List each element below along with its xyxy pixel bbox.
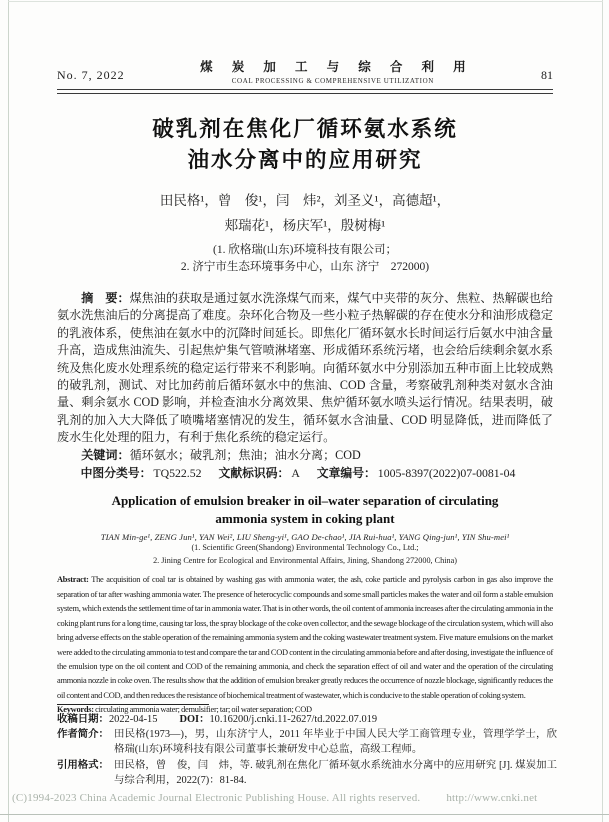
journal-title-cn: 煤 炭 加 工 与 综 合 利 用	[200, 60, 474, 74]
article-id-pair	[317, 466, 516, 480]
authors-cn-line2: 郏瑞花¹，杨庆军¹，殷树梅¹	[224, 218, 386, 233]
footnote-block	[57, 712, 557, 788]
doi-label: DOI：	[179, 714, 210, 725]
abstract-cn-text: 煤焦油的获取是通过氨水洗涤煤气而来，煤气中夹带的灰分、焦粒、热解碳也给氨水洗焦油后的分离提高了难度。杂环化合物及一些小粒子热解碳的存在使水分和油形成稳定的乳液体系，使焦油在氨水中的沉降时间延长。即焦化厂循环氨水长时间运行后氨水中油含量升高，造成焦油流失、引起焦炉集气管喷淋堵塞、形成循环系统污堵，也会给后续剩余氨水系统及焦化废水处理系统的稳定运行带来不利影响。向循环氨水中分别添加五种市面上比较成熟的破乳剂，测试、对比加药前后循环氨水中的焦油、COD 含量，考察破乳剂种类对氨水含油量、剩余氨水 COD 影响，并检查油水分离效果、焦炉循环氨水喷头运行情况。结果表明，破乳剂的加入大大降低了喷嘴堵塞情况的发生，循环氨水含油量、COD 明显降低，进而降低了废水生化处理的阻力，有利于焦化系统的稳定运行。	[57, 291, 553, 445]
article-title-cn-line1: 破乳剂在焦化厂循环氨水系统	[152, 117, 458, 141]
abstract-cn-paragraph	[57, 290, 553, 447]
doc-code-label: 文献标识码：	[218, 466, 290, 481]
clc-pair	[81, 466, 202, 480]
authors-cn	[57, 188, 553, 238]
page-edge-right	[602, 0, 603, 822]
article-title-en	[57, 492, 553, 528]
received-date-value: 2022-04-15	[108, 714, 158, 725]
abstract-cn-block	[57, 290, 553, 482]
copyright-notice	[12, 792, 602, 804]
abstract-cn-label: 摘 要：	[81, 291, 130, 305]
clc-value: TQ522.52	[153, 466, 202, 481]
affiliation-en-line1: (1. Scientific Green(Shandong) Environmental Technology Co., Ltd.;	[191, 543, 419, 553]
affiliation-cn-line2: 2. 济宁市生态环境事务中心，山东 济宁 272000)	[180, 261, 430, 273]
issue-number: No. 7, 2022	[57, 68, 125, 82]
article-title-cn	[57, 114, 553, 176]
journal-title-en: COAL PROCESSING & COMPREHENSIVE UTILIZATION	[231, 77, 434, 85]
running-header	[57, 57, 553, 85]
clc-label: 中图分类号：	[80, 466, 152, 481]
author-bio-value: 田民格(1973—)，男，山东济宁人，2011 年毕业于中国人民大学工商管理专业，管理学学士，欣格瑞(山东)环境科技有限公司董事长兼研发中心总监，高级工程师。	[114, 729, 557, 756]
page-content	[57, 57, 553, 718]
doi-group	[179, 714, 377, 725]
article-title-en-line2: ammonia system in coking plant	[215, 511, 395, 527]
received-date-label: 收稿日期：	[57, 714, 109, 725]
authors-cn-line1: 田民格¹，曾 俊¹，闫 炜²，刘圣义¹，高德超¹，	[159, 193, 451, 208]
article-meta-line	[57, 465, 553, 482]
copyright-text: (C)1994-2023 China Academic Journal Electronic Publishing House. All rights reserved.	[12, 792, 421, 804]
abstract-en-block	[57, 573, 553, 717]
article-title-cn-line2: 油水分离中的应用研究	[187, 148, 423, 172]
keywords-cn-line	[57, 447, 553, 464]
doc-code-pair	[219, 466, 300, 480]
page-edge-top	[8, 1, 603, 2]
journal-title-block	[125, 57, 541, 85]
keywords-cn-label: 关键词：	[81, 447, 130, 462]
affiliation-en-line2: 2. Jining Centre for Ecological and Environmental Affairs, Jining, Shandong 272000, China)	[153, 555, 457, 565]
affiliation-cn-line1: (1. 欣格瑞(山东)环境科技有限公司；	[213, 244, 397, 256]
citation-value: 田民格，曾 俊，闫 炜，等. 破乳剂在焦化厂循环氨水系统油水分离中的应用研究 [J]. 煤炭加工与综合利用，2022(7)：81-84.	[114, 759, 557, 786]
abstract-en-paragraph	[57, 573, 553, 703]
affiliation-cn	[57, 242, 553, 276]
author-bio-label: 作者简介：	[57, 729, 109, 741]
header-divider	[57, 89, 553, 94]
keywords-en-text: circulating ammonia water; demulsifier; tar; oil water separation; COD	[95, 705, 312, 715]
abstract-en-text: The acquisition of coal tar is obtained by washing gas with ammonia water, the ash, coke particle and pyrolysis carbon in gas also improve the separation of tar after washing ammonia water. The presence of heterocyclic compounds and some small particles makes the water and oil form a stable emulsion system, which extends the settlement time of tar in ammonia water. That is in other words, the oil content of ammonia increases after the circulating ammonia in the coking plant runs for a long time, causing tar loss, the spray blockage of the coke oven collector, and the sewage blockage of the circulation system, which will also bring adverse effects on the stable operation of the remaining ammonia system and the coking wastewater treatment system. Five mature emulsions on the market were added to the circulating ammonia to test and compare the tar and COD content in the circulating ammonia before and after dosing, investigate the influence of the emulsion type on the oil content and COD of the remaining ammonia, and check the separation effect of oil and water and the operation of the circulating ammonia nozzle in coke oven. The results show that the addition of emulsion breaker greatly reduces the occurrence of nozzle blockage, significantly reduces the oil content and COD, and then reduces the resistance of biochemical treatment of wastewater, which is conducive to the stable operation of coking system.	[57, 575, 553, 700]
cnki-url: http://www.cnki.net	[446, 792, 538, 804]
footnote-citation	[57, 758, 557, 788]
article-id-value: 1005-8397(2022)07-0081-04	[377, 466, 516, 481]
article-title-en-line1: Application of emulsion breaker in oil–water separation of circulating	[111, 493, 499, 509]
footnote-divider	[57, 704, 209, 705]
authors-en: TIAN Min-ge¹, ZENG Jun¹, YAN Wei², LIU Sheng-yi¹, GAO De-chao¹, JIA Rui-hua¹, YANG Qing-jun¹, YIN Shu-mei¹	[100, 532, 510, 543]
footnote-received-doi	[57, 712, 557, 727]
footnote-author-bio	[57, 727, 557, 757]
page-number: 81	[541, 68, 553, 82]
keywords-en-label: Keywords:	[57, 705, 94, 715]
citation-label: 引用格式：	[57, 759, 109, 771]
page-edge-left	[8, 0, 9, 822]
abstract-en-label: Abstract:	[57, 575, 89, 585]
doc-code-value: A	[291, 466, 300, 481]
article-id-label: 文章编号：	[316, 466, 376, 481]
affiliation-en	[57, 542, 553, 567]
bottom-border-line	[0, 814, 609, 815]
doi-value: 10.16200/j.cnki.11-2627/td.2022.07.019	[209, 714, 378, 725]
keywords-cn-text: 循环氨水；破乳剂；焦油；油水分离；COD	[129, 447, 361, 462]
